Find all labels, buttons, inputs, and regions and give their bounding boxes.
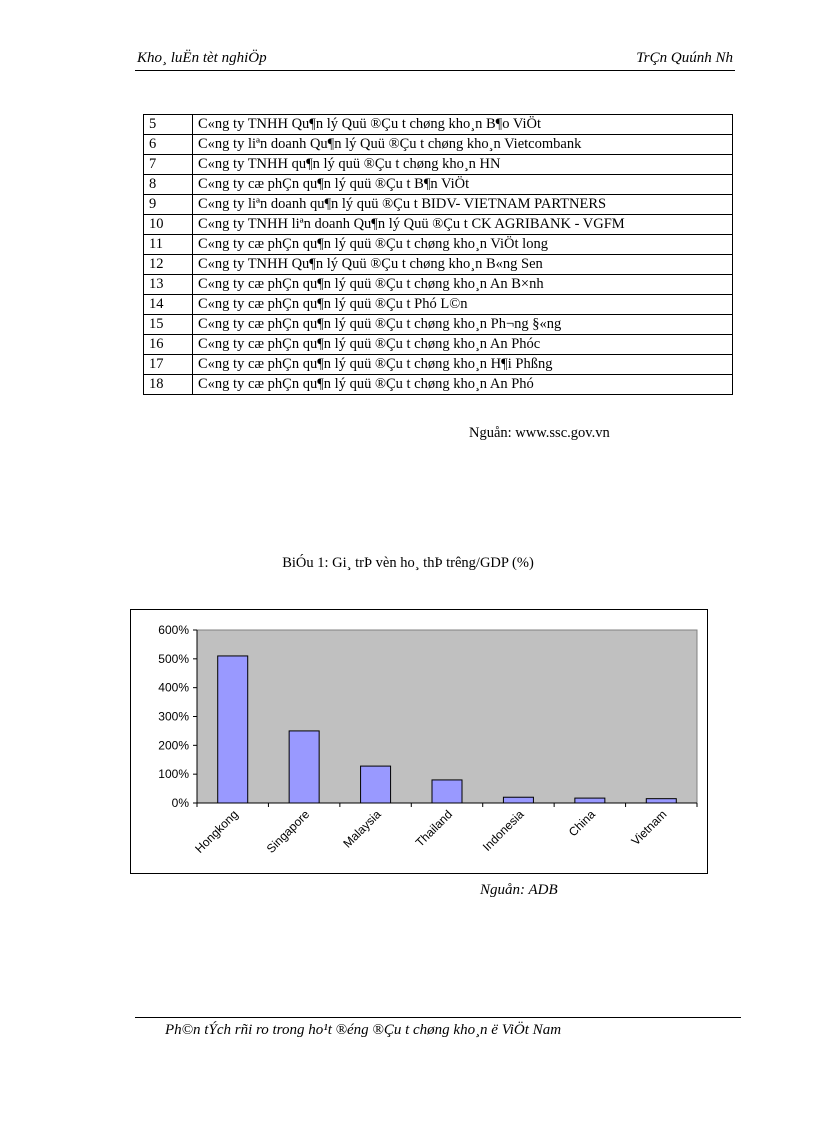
- x-tick-label: Thailand: [412, 807, 456, 850]
- chart-source: Nguån: ADB: [480, 882, 558, 898]
- table-row: [144, 215, 733, 235]
- row-number: 12: [144, 255, 193, 275]
- company-name: C«ng ty TNHH Qu¶n lý Quü ®Çu t chøng kho¸n B¶o ViÖt: [193, 115, 733, 135]
- row-number: 18: [144, 375, 193, 395]
- table-row: [144, 355, 733, 375]
- company-name: C«ng ty cæ phÇn qu¶n lý quü ®Çu t chøng kho¸n Ph¬ng §«ng: [193, 315, 733, 335]
- table-row: [144, 255, 733, 275]
- row-number: 6: [144, 135, 193, 155]
- header-author: TrÇn Quúnh Nh: [636, 50, 733, 66]
- row-number: 13: [144, 275, 193, 295]
- y-tick-label: 400%: [158, 680, 189, 695]
- row-number: 16: [144, 335, 193, 355]
- row-number: 7: [144, 155, 193, 175]
- company-name: C«ng ty cæ phÇn qu¶n lý quü ®Çu t chøng kho¸n An Phóc: [193, 335, 733, 355]
- row-number: 11: [144, 235, 193, 255]
- x-tick-label: Vietnam: [628, 807, 670, 849]
- company-name: C«ng ty TNHH qu¶n lý quü ®Çu t chøng kho¸n HN: [193, 155, 733, 175]
- company-name: C«ng ty TNHH liªn doanh Qu¶n lý Quü ®Çu t CK AGRIBANK - VGFM: [193, 215, 733, 235]
- table-row: [144, 175, 733, 195]
- bar-singapore: [289, 731, 319, 803]
- table-source: Nguån: www.ssc.gov.vn: [469, 425, 610, 441]
- y-tick-label: 500%: [158, 651, 189, 666]
- bar-malaysia: [361, 766, 391, 803]
- fund-table-body: [144, 115, 733, 395]
- y-tick-label: 200%: [158, 738, 189, 753]
- table-row: [144, 235, 733, 255]
- bar-chart: [131, 610, 707, 873]
- row-number: 9: [144, 195, 193, 215]
- bar-thailand: [432, 780, 462, 803]
- fund-companies-table: [143, 114, 733, 395]
- x-tick-label: China: [565, 807, 598, 840]
- page-header: [135, 48, 735, 71]
- table-row: [144, 375, 733, 395]
- row-number: 5: [144, 115, 193, 135]
- row-number: 8: [144, 175, 193, 195]
- row-number: 14: [144, 295, 193, 315]
- company-name: C«ng ty cæ phÇn qu¶n lý quü ®Çu t B¶n ViÖt: [193, 175, 733, 195]
- page-footer: Ph©n tÝch rñi ro trong ho¹t ®éng ®Çu t chøng kho¸n ë ViÖt Nam: [165, 1022, 562, 1038]
- row-number: 17: [144, 355, 193, 375]
- bar-hongkong: [218, 656, 248, 803]
- y-tick-label: 100%: [158, 767, 189, 782]
- company-name: C«ng ty liªn doanh qu¶n lý quü ®Çu t BIDV- VIETNAM PARTNERS: [193, 195, 733, 215]
- x-tick-label: Indonesia: [479, 807, 527, 854]
- bar-indonesia: [503, 797, 533, 803]
- table-row: [144, 275, 733, 295]
- y-tick-label: 300%: [158, 709, 189, 724]
- row-number: 15: [144, 315, 193, 335]
- table-row: [144, 315, 733, 335]
- table-row: [144, 295, 733, 315]
- table-row: [144, 115, 733, 135]
- plot-area: [197, 630, 697, 803]
- table-row: [144, 335, 733, 355]
- company-name: C«ng ty cæ phÇn qu¶n lý quü ®Çu t chøng kho¸n An B×nh: [193, 275, 733, 295]
- company-name: C«ng ty cæ phÇn qu¶n lý quü ®Çu t chøng kho¸n ViÖt long: [193, 235, 733, 255]
- company-name: C«ng ty TNHH Qu¶n lý Quü ®Çu t chøng kho¸n B«ng Sen: [193, 255, 733, 275]
- table-row: [144, 135, 733, 155]
- row-number: 10: [144, 215, 193, 235]
- x-tick-label: Hongkong: [192, 807, 241, 856]
- x-tick-label: Singapore: [263, 807, 313, 856]
- company-name: C«ng ty liªn doanh Qu¶n lý Quü ®Çu t chøng kho¸n Vietcombank: [193, 135, 733, 155]
- bar-china: [575, 798, 605, 803]
- table-row: [144, 195, 733, 215]
- footer-divider: [135, 1017, 741, 1018]
- chart-frame: [130, 609, 708, 874]
- company-name: C«ng ty cæ phÇn qu¶n lý quü ®Çu t chøng kho¸n H¶i Phßng: [193, 355, 733, 375]
- company-name: C«ng ty cæ phÇn qu¶n lý quü ®Çu t Phó L©n: [193, 295, 733, 315]
- table-row: [144, 155, 733, 175]
- y-tick-label: 0%: [171, 796, 189, 810]
- x-tick-label: Malaysia: [340, 807, 384, 851]
- chart-title: BiÓu 1: Gi¸ trÞ vèn ho¸ thÞ trêng/GDP (%): [282, 555, 534, 571]
- y-tick-label: 600%: [158, 623, 189, 637]
- company-name: C«ng ty cæ phÇn qu¶n lý quü ®Çu t chøng kho¸n An Phó: [193, 375, 733, 395]
- header-left-title: Kho¸ luËn tèt nghiÖp: [137, 50, 267, 66]
- bar-vietnam: [646, 799, 676, 803]
